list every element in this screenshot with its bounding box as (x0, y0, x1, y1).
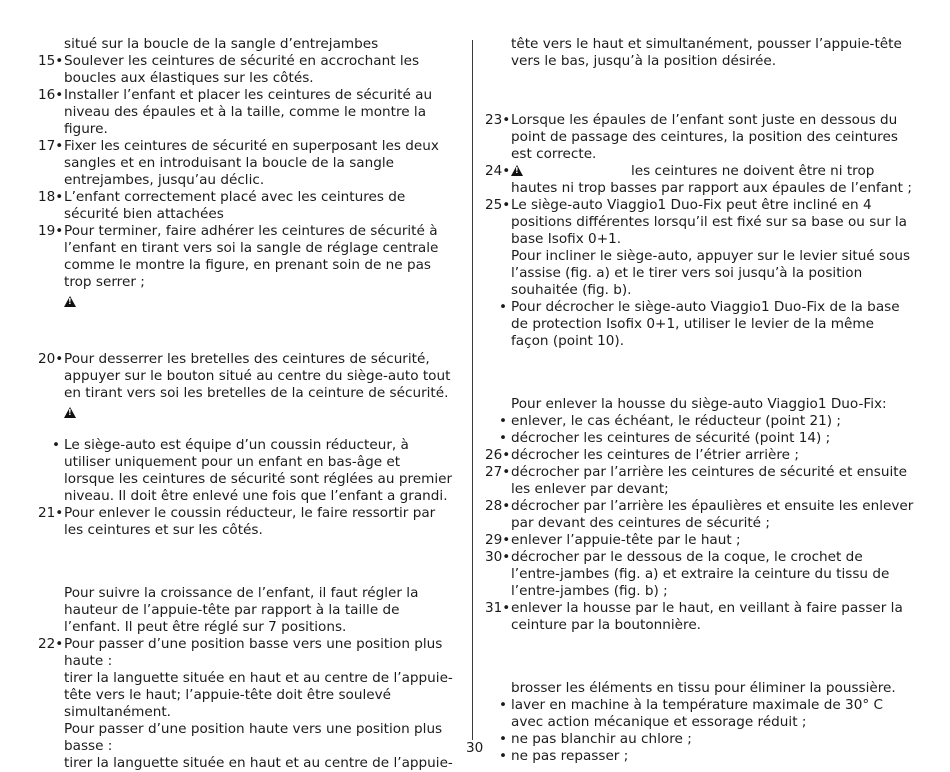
column-divider (472, 40, 473, 740)
item-text: les ceintures ne doivent être ni trop (631, 163, 875, 179)
item-text: Le siège-auto Viaggio1 Duo-Fix peut être incliné en 4 positions différentes lorsqu’il est fixé sur sa base ou sur la base Isofix 0+1. (511, 197, 907, 247)
item-text: enlever, le cas échéant, le réducteur (point 21) ; (511, 413, 842, 429)
list-item (485, 413, 915, 430)
paragraph: brosser les éléments en tissu pour éliminer la poussière. (511, 680, 896, 696)
item-number: 15• (38, 53, 64, 69)
paragraph: Pour passer d’une position haute vers une position plus basse : (64, 721, 443, 754)
list-item (38, 351, 453, 402)
left-column (38, 36, 453, 772)
list-item (485, 498, 915, 532)
right-column (485, 36, 915, 765)
paragraph: Pour enlever la housse du siège-auto Viaggio1 Duo-Fix: (511, 396, 887, 412)
list-item (485, 600, 915, 634)
item-number: 22• (38, 636, 64, 652)
item-bullet: • (499, 413, 508, 429)
item-text: Lorsque les épaules de l’enfant sont juste en dessous du point de passage des ceintures, la position des ceintures est correcte. (511, 112, 898, 162)
item-number: 18• (38, 189, 64, 205)
item-number: 30• (485, 549, 511, 565)
item-text: Pour terminer, faire adhérer les ceintures de sécurité à l’enfant en tirant vers soi la sangle de réglage centrale comme le montre la figure, en prenant soin de ne pas trop serrer ; (64, 223, 439, 290)
list-item (485, 549, 915, 600)
item-bullet: • (499, 697, 508, 713)
item-text: décrocher par l’arrière les ceintures de sécurité et ensuite les enlever par devant; (511, 464, 907, 497)
item-number: 29• (485, 532, 511, 548)
list-item (38, 53, 453, 87)
item-text: ne pas repasser ; (511, 748, 629, 764)
item-bullet: • (499, 748, 508, 764)
item-number: 17• (38, 138, 64, 154)
warning-icon (64, 296, 76, 307)
text-line: situé sur la boucle de la sangle d’entrejambes (64, 36, 379, 52)
list-item (485, 112, 915, 163)
item-text: L’enfant correctement placé avec les ceintures de sécurité bien attachées (64, 189, 406, 222)
list-item (485, 197, 915, 248)
paragraph: Pour incliner le siège-auto, appuyer sur le levier situé sous l’assise (fig. a) et le tirer vers soi jusqu’à la position souhaitée (fig. b). (511, 248, 911, 298)
item-text: laver en machine à la température maximale de 30° C avec action mécanique et essorage réduit ; (511, 697, 883, 730)
item-number: 16• (38, 87, 64, 103)
item-text: décrocher les ceintures de sécurité (point 14) ; (511, 430, 831, 446)
list-item (38, 223, 453, 291)
list-item (38, 505, 453, 539)
list-item (38, 87, 453, 138)
item-text: Le siège-auto est équipe d’un coussin réducteur, à utiliser uniquement pour un enfant en bas-âge et lorsque les ceintures de sécurité sont réglées au premier niveau. Il doit être enlevé une fois que l’enfant a grandi. (64, 437, 453, 504)
list-item (485, 697, 915, 731)
warning-icon (64, 407, 76, 418)
item-text: décrocher les ceintures de l’étrier arrière ; (511, 447, 799, 463)
item-number: 28• (485, 498, 511, 514)
item-text: enlever la housse par le haut, en veillant à faire passer la ceinture par la boutonnière. (511, 600, 903, 633)
paragraph: Pour suivre la croissance de l’enfant, il faut régler la hauteur de l’appuie-tête par rapport à la taille de l’enfant. Il peut être réglé sur 7 positions. (64, 585, 419, 635)
item-text: Pour passer d’une position basse vers une position plus haute : (64, 636, 443, 669)
list-item (485, 731, 915, 748)
item-number: 23• (485, 112, 511, 128)
item-text: Pour desserrer les bretelles des ceintures de sécurité, appuyer sur le bouton situé au centre du siège-auto tout en tirant vers soi les bretelles de la ceinture de sécurité. (64, 351, 451, 401)
list-item (38, 189, 453, 223)
item-text: Fixer les ceintures de sécurité en superposant les deux sangles et en introduisant la boucle de la sangle entrejambes, jusqu’au déclic. (64, 138, 439, 188)
item-number: 20• (38, 351, 64, 367)
list-item (38, 437, 453, 505)
item-text: Soulever les ceintures de sécurité en accrochant les boucles aux élastiques sur les côtés. (64, 53, 420, 86)
paragraph: tête vers le haut et simultanément, pousser l’appuie-tête vers le bas, jusqu’à la position désirée. (511, 36, 902, 69)
list-item (485, 299, 915, 350)
item-text: ne pas blanchir au chlore ; (511, 731, 692, 747)
list-item (485, 464, 915, 498)
item-number: 19• (38, 223, 64, 239)
item-text: Installer l’enfant et placer les ceintures de sécurité au niveau des épaules et à la taille, comme le montre la figure. (64, 87, 433, 137)
list-item (485, 430, 915, 447)
item-number: 31• (485, 600, 511, 616)
list-item (485, 447, 915, 464)
item-number: 21• (38, 505, 64, 521)
text-line: hautes ni trop basses par rapport aux épaules de l’enfant ; (511, 180, 912, 196)
item-number: 25• (485, 197, 511, 213)
item-number: 24• (485, 163, 511, 179)
item-text: Pour enlever le coussin réducteur, le faire ressortir par les ceintures et sur les côtés. (64, 505, 436, 538)
item-bullet: • (499, 731, 508, 747)
page-number: 30 (466, 740, 484, 756)
item-text: enlever l’appuie-tête par le haut ; (511, 532, 741, 548)
warning-icon (511, 165, 523, 176)
paragraph: tirer la languette située en haut et au centre de l’appuie- (64, 755, 453, 771)
list-item (38, 138, 453, 189)
item-text: Pour décrocher le siège-auto Viaggio1 Duo-Fix de la base de protection Isofix 0+1, utiliser le levier de la même façon (point 10). (511, 299, 900, 349)
list-item (485, 163, 915, 180)
paragraph: tirer la languette située en haut et au centre de l’appuie-tête vers le haut; l’appuie-tête doit être soulevé simultanément. (64, 670, 453, 720)
item-text: décrocher par le dessous de la coque, le crochet de l’entre-jambes (fig. a) et extraire la ceinture du tissu de l’entre-jambes (fig. b) ; (511, 549, 890, 599)
item-number: 27• (485, 464, 511, 480)
item-number: 26• (485, 447, 511, 463)
item-bullet: • (499, 430, 508, 446)
item-bullet: • (499, 299, 508, 315)
list-item (485, 748, 915, 765)
item-text: décrocher par l’arrière les épaulières et ensuite les enlever par devant des ceintures de sécurité ; (511, 498, 914, 531)
item-bullet: • (52, 437, 61, 453)
list-item (38, 636, 453, 670)
list-item (485, 532, 915, 549)
